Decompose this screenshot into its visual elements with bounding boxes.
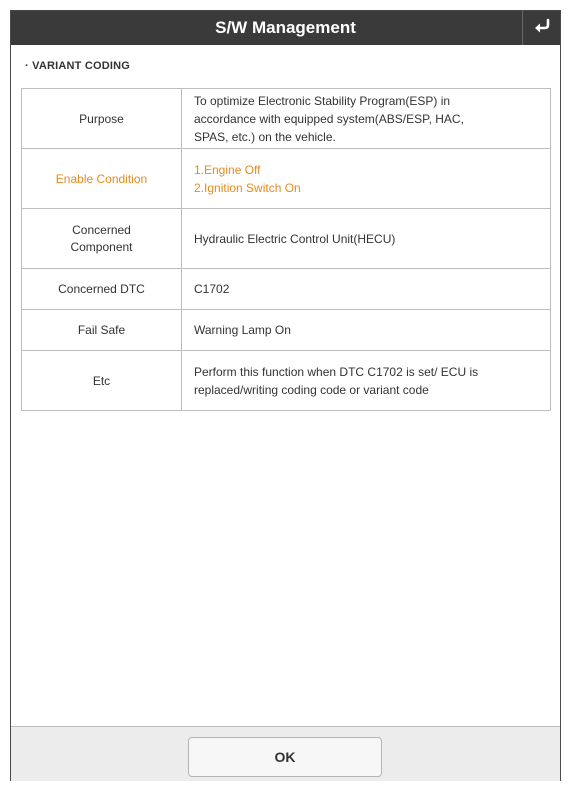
table-row — [22, 149, 551, 209]
sw-management-window — [10, 10, 561, 781]
row-label: Purpose — [22, 89, 182, 149]
row-value — [182, 269, 551, 310]
value-line: SPAS, etc.) on the vehicle. — [194, 129, 336, 144]
table-row — [22, 89, 551, 149]
section-label-variant-coding: · VARIANT CODING — [25, 60, 131, 72]
row-label: Enable Condition — [22, 149, 182, 209]
value-line: Hydraulic Electric Control Unit(HECU) — [194, 231, 396, 246]
row-label: Fail Safe — [22, 310, 182, 351]
value-line: Perform this function when DTC C1702 is set/ ECU is — [194, 364, 479, 379]
footer-bar — [11, 726, 560, 781]
row-label: Etc — [22, 351, 182, 411]
label-line: Concerned — [72, 222, 131, 237]
title-bar — [11, 11, 560, 45]
row-value — [182, 351, 551, 411]
value-line: To optimize Electronic Stability Program(ESP) in — [194, 93, 451, 108]
table-row — [22, 351, 551, 411]
label-line: Component — [70, 239, 133, 254]
value-line: 2.Ignition Switch On — [194, 180, 301, 195]
value-line: Warning Lamp On — [194, 323, 291, 337]
table-row — [22, 209, 551, 269]
table-row — [22, 310, 551, 351]
row-label — [22, 209, 182, 269]
info-table — [21, 88, 551, 411]
table-row — [22, 269, 551, 310]
value-line: replaced/writing coding code or variant code — [194, 382, 429, 397]
back-button[interactable] — [522, 11, 560, 45]
row-value — [182, 209, 551, 269]
ok-button[interactable]: OK — [188, 737, 382, 777]
row-value — [182, 89, 551, 149]
window-title: S/W Management — [215, 18, 356, 37]
row-value — [182, 149, 551, 209]
row-value — [182, 310, 551, 351]
value-line: C1702 — [194, 282, 230, 296]
value-line: accordance with equipped system(ABS/ESP, HAC, — [194, 111, 464, 126]
row-label: Concerned DTC — [22, 269, 182, 310]
return-arrow-icon — [533, 18, 551, 39]
value-line: 1.Engine Off — [194, 162, 261, 177]
